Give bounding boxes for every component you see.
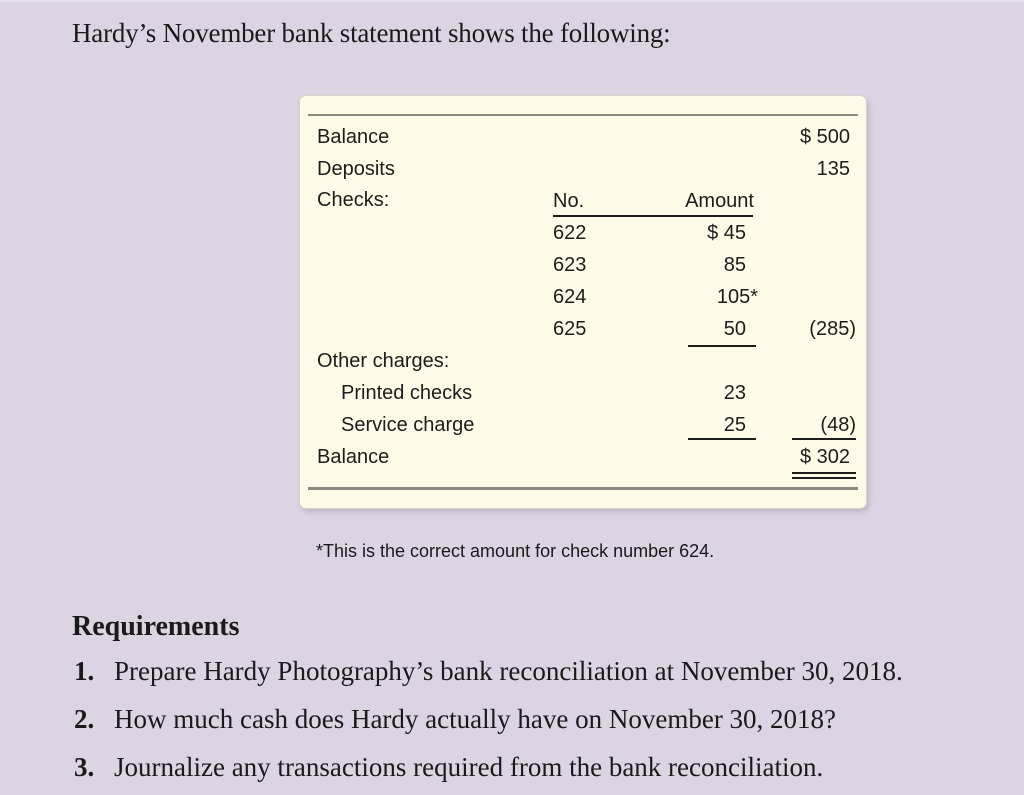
other-charges-underline <box>688 438 756 440</box>
ending-balance-label: Balance <box>317 446 390 468</box>
double-underline-bottom <box>792 477 856 479</box>
requirement-item <box>74 752 823 783</box>
printed-checks-label: Printed checks <box>341 382 473 404</box>
requirement-text: How much cash does Hardy actually have on November 30, 2018? <box>114 704 837 734</box>
footnote: *This is the correct amount for check number 624. <box>316 541 715 561</box>
requirements-title: Requirements <box>72 611 240 642</box>
check-row-amount: 85 <box>723 254 746 276</box>
checks-sum-underline <box>688 345 756 347</box>
deposits-label: Deposits <box>317 158 395 180</box>
ending-balance-amount: $ 302 <box>799 446 850 468</box>
check-number-header: No. <box>553 190 585 212</box>
check-row-amount: 50 <box>723 318 746 340</box>
deposits-amount: 135 <box>816 158 850 180</box>
totals-underline <box>792 438 856 440</box>
check-row-no: 625 <box>553 318 587 340</box>
check-row-no: 622 <box>553 222 587 244</box>
check-row-no: 623 <box>553 254 587 276</box>
check-row-amount: $ 45 <box>707 222 746 244</box>
checks-header-underline <box>553 215 753 217</box>
requirement-number: 3. <box>74 752 95 782</box>
checks-total: (285) <box>809 318 856 340</box>
check-row-no: 624 <box>553 286 587 308</box>
other-charges-label: Other charges: <box>317 350 450 372</box>
other-charges-total: (48) <box>820 414 856 436</box>
requirement-number: 1. <box>74 656 95 686</box>
top-divider <box>0 0 1024 2</box>
balance-label: Balance <box>317 126 390 148</box>
service-charge-label: Service charge <box>341 414 475 436</box>
statement-top-rule <box>308 114 858 116</box>
requirement-text: Prepare Hardy Photography’s bank reconciliation at November 30, 2018. <box>114 656 903 686</box>
statement-bottom-rule <box>308 487 858 490</box>
intro-text: Hardy’s November bank statement shows the following: <box>72 18 671 48</box>
check-amount-header: Amount <box>685 190 754 212</box>
check-row-amount: 105* <box>716 286 758 308</box>
requirement-item <box>74 704 836 735</box>
double-underline-top <box>792 472 856 474</box>
checks-label: Checks: <box>317 189 390 211</box>
bank-statement-card <box>300 96 866 508</box>
requirement-number: 2. <box>74 704 95 734</box>
requirement-item <box>74 656 903 687</box>
requirement-text: Journalize any transactions required from the bank reconciliation. <box>114 752 824 782</box>
balance-amount: $ 500 <box>799 126 850 148</box>
service-charge-amount: 25 <box>723 414 746 436</box>
printed-checks-amount: 23 <box>723 382 746 404</box>
